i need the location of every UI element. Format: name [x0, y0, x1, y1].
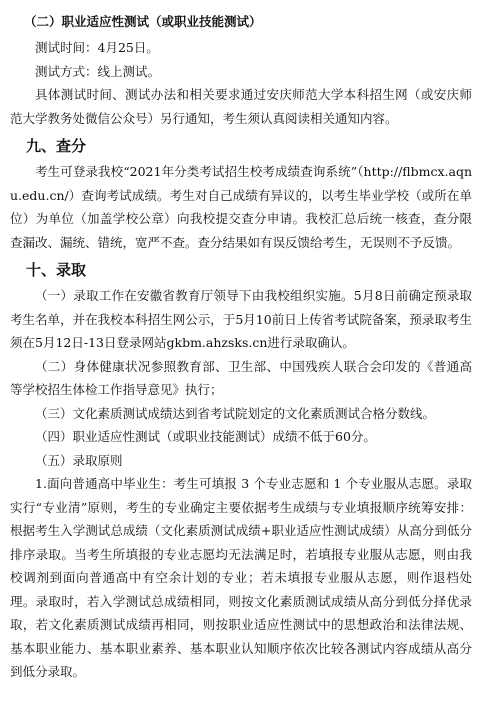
paragraph-test-notice: 具体测试时间、测试办法和相关要求通过安庆师范大学本科招生网（或安庆师范大学教务处微信公众号）另行通知，考生须认真阅读相关通知内容。 [10, 87, 472, 126]
paragraph-admission-1: （一）录取工作在安徽省教育厅领导下由我校组织实施。5月8日前确定预录取考生名单，并在我校本科招生网公示，于5月10前日上传省考试院备案，预录取考生须在5月12日-13日登录网站gkbm.ahzsks.cn进行录取确认。 [10, 288, 472, 350]
paragraph-admission-2: （二）身体健康状况参照教育部、卫生部、中国残疾人联合会印发的《普通高等学校招生体检工作指导意见》执行； [10, 358, 472, 397]
paragraph-test-method: 测试方式：线上测试。 [35, 63, 161, 79]
paragraph-admission-5: （五）录取原则 [35, 452, 123, 468]
paragraph-score-query: 考生可登录我校“2021年分类考试招生校考成绩查询系统”（http://flbmcx.aqnu.edu.cn/）查询考试成绩。考生对自己成绩有异议的，以考生毕业学校（或所在单位）为单位（加盖学校公章）向我校提交查分申请。我校汇总后统一核查，查分限查漏改、漏统、错统，宽严不查。查分结果如有误反馈给考生，无误则不予反馈。 [10, 164, 472, 250]
paragraph-admission-3: （三）文化素质测试成绩达到省考试院划定的文化素质测试合格分数线。 [35, 405, 436, 421]
paragraph-admission-rule-1: 1.面向普通高中毕业生：考生可填报 3 个专业志愿和 1 个专业服从志愿。录取实行“专业清”原则，考生的专业确定主要依据考生成绩与专业填报顺序统筹安排：根据考生入学测试总成绩（文化素质测试成绩+职业适应性测试成绩）从高分到低分排序录取。当考生所填报的专业志愿均无法满足时，若填报专业服从志愿，则由我校调剂到面向普通高中有空余计划的专业；若未填报专业服从志愿，则作退档处理。录取时，若入学测试总成绩相同，则按文化素质测试成绩从高分到低分择优录取，若文化素质测试成绩再相同，则按职业适应性测试中的思想政治和法律法规、基本职业能力、基本职业素养、基本职业认知顺序依次比较各测试内容成绩从高分到低分录取。 [10, 476, 472, 679]
paragraph-test-time: 测试时间：4月25日。 [35, 40, 159, 55]
section-heading-admission: 十、录取 [26, 261, 87, 279]
section-heading-score-query: 九、查分 [26, 137, 87, 155]
subhead-vocational-test: （二）职业适应性测试（或职业技能测试） [24, 14, 262, 29]
paragraph-admission-4: （四）职业适应性测试（或职业技能测试）成绩不低于60分。 [35, 429, 376, 444]
